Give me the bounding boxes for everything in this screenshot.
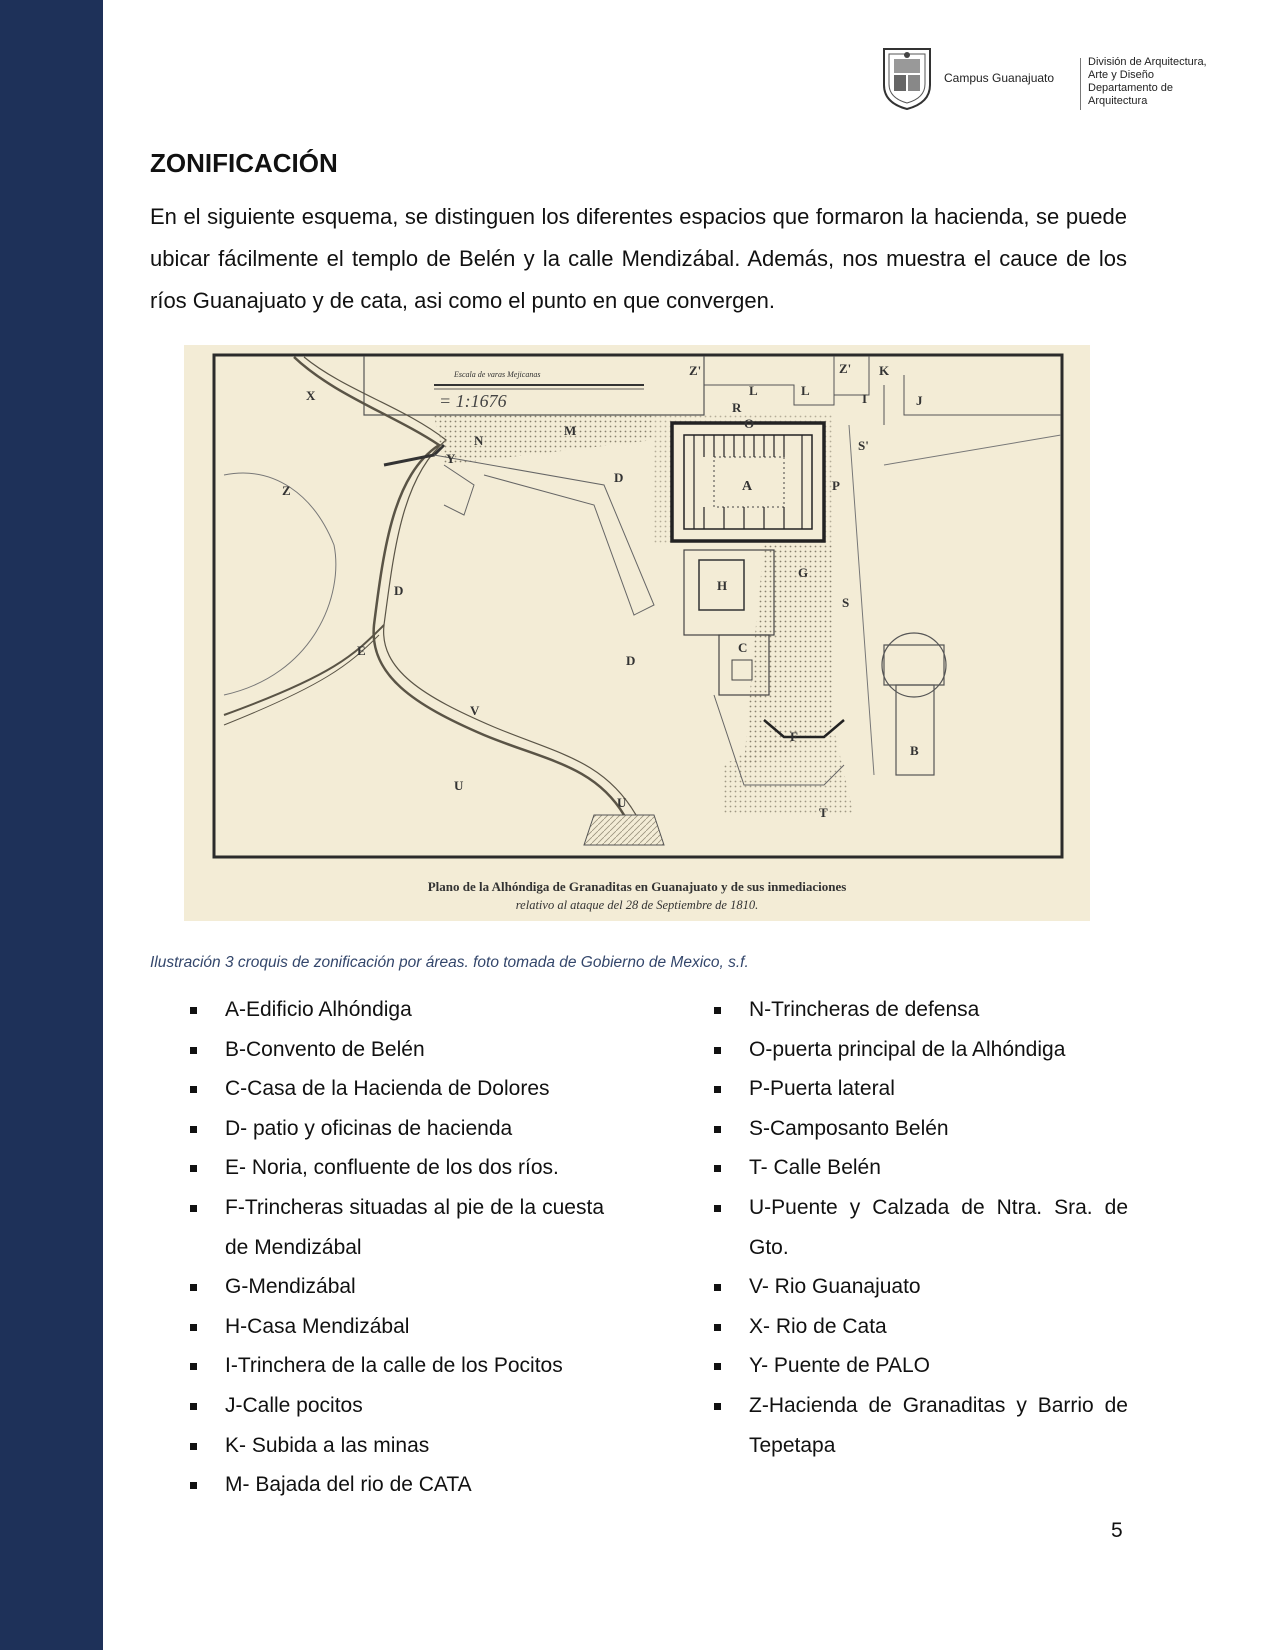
label-a: A — [742, 479, 753, 494]
section-title: ZONIFICACIÓN — [150, 148, 338, 178]
label-z: Z — [282, 483, 291, 498]
label-d1: D — [614, 470, 624, 485]
list-item: C-Casa de la Hacienda de Dolores — [188, 1069, 604, 1109]
page-header — [880, 40, 1230, 120]
division-name — [1088, 56, 1207, 108]
list-item: X- Rio de Cata — [712, 1307, 1128, 1347]
label-d3: D — [626, 653, 636, 668]
label-l2: L — [801, 383, 810, 398]
list-item: U-Puente y Calzada de Ntra. Sra. de Gto. — [712, 1188, 1128, 1267]
map-title: Plano de la Alhóndiga de Granaditas en Guanajuato y de sus inmediaciones — [427, 879, 847, 894]
label-g: G — [798, 565, 809, 580]
list-item: T- Calle Belén — [712, 1148, 1128, 1188]
list-item: P-Puerta lateral — [712, 1069, 1128, 1109]
scale-note: = 1:1676 — [439, 391, 507, 411]
scale-label: Escala de varas Mejicanas — [454, 370, 541, 379]
label-o: O — [744, 416, 755, 431]
list-item: A-Edificio Alhóndiga — [188, 990, 604, 1030]
label-x: X — [306, 388, 316, 403]
label-b: B — [910, 743, 919, 758]
header-divider — [1080, 58, 1081, 110]
list-item: H-Casa Mendizábal — [188, 1307, 604, 1347]
label-u1: U — [454, 778, 464, 793]
label-f: F — [790, 729, 798, 744]
label-i: I — [862, 391, 868, 406]
list-item: F-Trincheras situadas al pie de la cuesta de Mendizábal — [188, 1188, 604, 1267]
legend-list-right — [712, 990, 1128, 1465]
label-h: H — [717, 578, 728, 593]
list-item: B-Convento de Belén — [188, 1030, 604, 1070]
left-sidebar-band — [0, 0, 103, 1650]
list-item: M- Bajada del rio de CATA — [188, 1465, 604, 1505]
map-subtitle: relativo al ataque del 28 de Septiembre de 1810. — [515, 898, 759, 912]
label-c: C — [738, 640, 748, 655]
page-number: 5 — [1111, 1519, 1123, 1542]
division-line-3: Departamento de — [1088, 82, 1173, 94]
list-item: J-Calle pocitos — [188, 1386, 604, 1426]
division-line-4: Arquitectura — [1088, 95, 1148, 107]
label-y: Y — [446, 451, 456, 466]
label-v: V — [470, 703, 480, 718]
figure-caption: Ilustración 3 croquis de zonificación por áreas. foto tomada de Gobierno de Mexico, s.f. — [150, 954, 749, 971]
label-e: E — [357, 643, 366, 658]
river-cata — [224, 625, 384, 715]
zoning-map — [184, 345, 1090, 921]
list-item: N-Trincheras de defensa — [712, 990, 1128, 1030]
list-item: E- Noria, confluente de los dos ríos. — [188, 1148, 604, 1188]
label-p: P — [832, 478, 840, 493]
label-z2a: Z' — [689, 363, 702, 378]
legend-list-left — [188, 990, 604, 1505]
label-d2: D — [394, 583, 404, 598]
division-line-1: División de Arquitectura, — [1088, 56, 1207, 68]
division-line-2: Arte y Diseño — [1088, 69, 1155, 81]
list-item: G-Mendizábal — [188, 1267, 604, 1307]
label-u2: U — [617, 795, 627, 810]
university-seal-icon — [880, 45, 934, 111]
zoning-map-figure — [184, 345, 1090, 921]
list-item: Z-Hacienda de Granaditas y Barrio de Tepetapa — [712, 1386, 1128, 1465]
intro-paragraph: En el siguiente esquema, se distinguen los diferentes espacios que formaron la hacienda, se puede ubicar fácilmente el templo de Belén y la calle Mendizábal. Además, nos muestra el cauce de los ríos Guanajuato y de cata, asi como el punto en que convergen. — [150, 204, 1127, 313]
list-item: O-puerta principal de la Alhóndiga — [712, 1030, 1128, 1070]
list-item: V- Rio Guanajuato — [712, 1267, 1128, 1307]
label-s2: S' — [858, 438, 869, 453]
label-t: T — [819, 805, 828, 820]
label-m: M — [564, 423, 577, 438]
list-item: K- Subida a las minas — [188, 1426, 604, 1466]
label-z2b: Z' — [839, 361, 852, 376]
list-item: S-Camposanto Belén — [712, 1109, 1128, 1149]
label-s: S — [842, 595, 850, 610]
label-j: J — [916, 393, 923, 408]
campus-name: Campus Guanajuato — [944, 71, 1055, 85]
label-n: N — [474, 433, 484, 448]
label-l1: L — [749, 383, 758, 398]
list-item: D- patio y oficinas de hacienda — [188, 1109, 604, 1149]
list-item: Y- Puente de PALO — [712, 1346, 1128, 1386]
label-k: K — [879, 363, 890, 378]
list-item: I-Trinchera de la calle de los Pocitos — [188, 1346, 604, 1386]
area-m — [434, 415, 654, 465]
label-r: R — [732, 400, 742, 415]
